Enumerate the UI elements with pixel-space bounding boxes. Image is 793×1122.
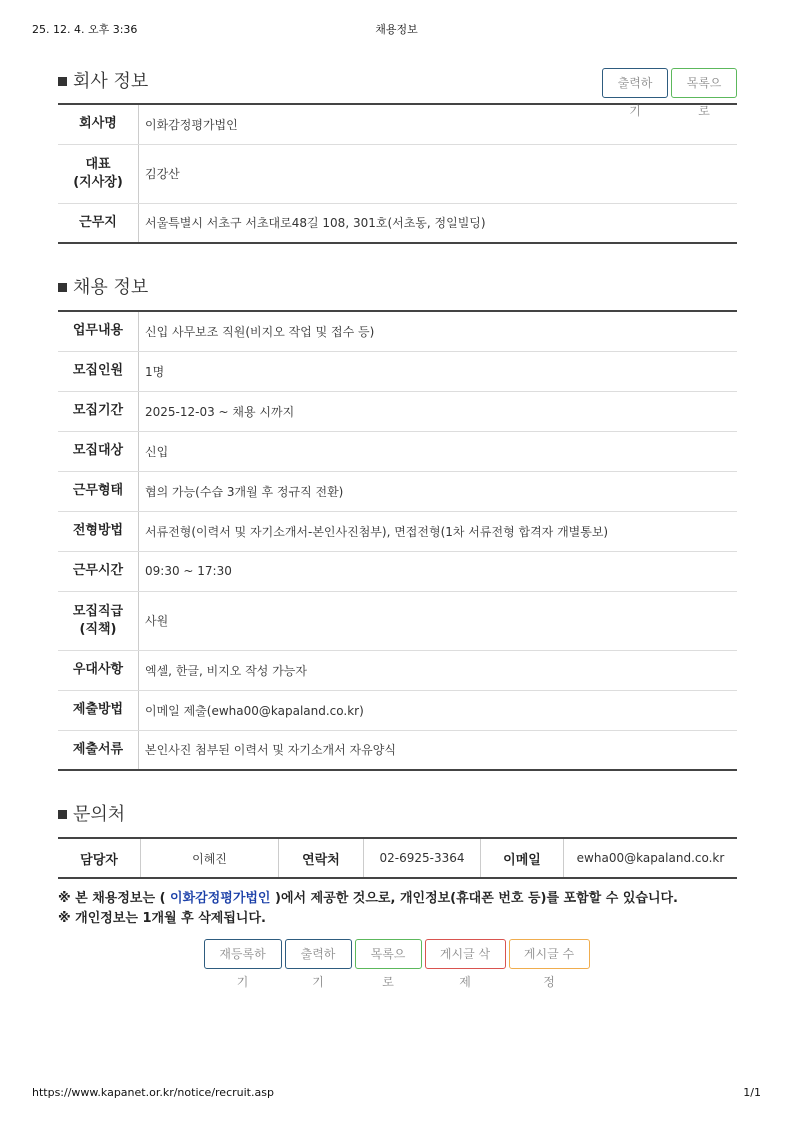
email-value: ewha00@kapaland.co.kr [576, 851, 725, 865]
row-value: 서류전형(이력서 및 자기소개서-본인사진첨부), 면접전형(1차 서류전형 합격자 개별통보) [139, 511, 738, 551]
delete-post-button[interactable]: 게시글 삭제 [425, 939, 506, 969]
recruit-section-title-text: 채용 정보 [73, 277, 149, 298]
table-row [58, 391, 737, 431]
table-row [58, 511, 737, 551]
row-label: 제출방법 [58, 690, 139, 730]
contact-section-title-text: 문의처 [73, 804, 126, 825]
row-value: 신입 [139, 431, 738, 471]
company-row-location [58, 203, 737, 243]
recruit-info-table [58, 310, 737, 771]
table-row [58, 591, 737, 650]
company-ceo-label: 대표 (지사장) [58, 144, 139, 203]
company-section-title [58, 65, 148, 95]
table-row [58, 650, 737, 690]
row-label: 근무형태 [58, 471, 139, 511]
square-bullet-icon [58, 77, 67, 86]
phone-label: 연락처 [279, 838, 364, 878]
company-location-value: 서울특별시 서초구 서초대로48길 108, 301호(서초동, 정일빌딩) [145, 216, 486, 231]
company-ceo-value: 김강산 [139, 144, 738, 203]
company-section-title-text: 회사 정보 [73, 71, 149, 92]
page-number: 1/1 [743, 1086, 761, 1099]
row-value: 사원 [139, 591, 738, 650]
row-label: 우대사항 [58, 650, 139, 690]
row-label: 업무내용 [58, 311, 139, 351]
company-name-value: 이화감정평가법인 [139, 104, 738, 144]
row-label: 모집인원 [58, 351, 139, 391]
manager-value: 이혜진 [141, 838, 279, 878]
notice-company-name: 이화감정평가법인 [170, 891, 271, 906]
notice-line-2: ※ 개인정보는 1개월 후 삭제됩니다. [58, 911, 266, 926]
row-value: 이메일 제출(ewha00@kapaland.co.kr) [139, 690, 738, 730]
table-row [58, 551, 737, 591]
contact-section-title [58, 798, 737, 828]
table-row [58, 690, 737, 730]
print-button[interactable]: 출력하기 [602, 68, 668, 98]
row-value: 09:30 ~ 17:30 [139, 551, 738, 591]
row-label: 모집기간 [58, 391, 139, 431]
reregister-button[interactable]: 재등록하기 [204, 939, 282, 969]
row-label: 전형방법 [58, 511, 139, 551]
bottom-button-bar [0, 939, 793, 989]
table-row [58, 311, 737, 351]
phone-value: 02-6925-3364 [364, 838, 481, 878]
contact-section [58, 798, 737, 879]
row-label: 제출서류 [58, 730, 139, 770]
list-button[interactable]: 목록으로 [671, 68, 737, 98]
print-footer [32, 1086, 761, 1102]
row-label: 모집직급 (직책) [58, 591, 139, 650]
contact-table [58, 837, 737, 879]
row-label: 모집대상 [58, 431, 139, 471]
print-title: 채용정보 [375, 23, 418, 36]
row-value: 협의 가능(수습 3개월 후 정규직 전환) [139, 471, 738, 511]
bottom-list-button[interactable]: 목록으로 [355, 939, 422, 969]
privacy-notice [58, 889, 737, 929]
print-header [32, 21, 761, 37]
company-row-ceo [58, 144, 737, 203]
company-section [58, 65, 737, 244]
bottom-print-button[interactable]: 출력하기 [285, 939, 352, 969]
table-row [58, 431, 737, 471]
email-label: 이메일 [481, 838, 564, 878]
row-value: 신입 사무보조 직원(비지오 작업 및 접수 등) [139, 311, 738, 351]
recruit-section [58, 271, 737, 771]
row-value: 본인사진 첨부된 이력서 및 자기소개서 자유양식 [145, 743, 396, 758]
table-row [58, 471, 737, 511]
company-name-label: 회사명 [58, 104, 139, 144]
table-row [58, 351, 737, 391]
table-row [58, 730, 737, 770]
square-bullet-icon [58, 283, 67, 292]
row-value: 2025-12-03 ~ 채용 시까지 [139, 391, 738, 431]
edit-post-button[interactable]: 게시글 수정 [509, 939, 590, 969]
company-location-label: 근무지 [58, 203, 139, 243]
square-bullet-icon [58, 810, 67, 819]
page-url: https://www.kapanet.or.kr/notice/recruit.asp [32, 1086, 274, 1099]
notice-line-1: ※ 본 채용정보는 ( 이화감정평가법인 )에서 제공한 것으로, 개인정보(휴대폰 번호 등)를 포함할 수 있습니다. [58, 891, 679, 906]
row-value: 1명 [139, 351, 738, 391]
print-date: 25. 12. 4. 오후 3:36 [32, 23, 138, 36]
manager-label: 담당자 [58, 838, 141, 878]
row-value: 엑셀, 한글, 비지오 작성 가능자 [139, 650, 738, 690]
recruit-section-title [58, 271, 737, 301]
row-label: 근무시간 [58, 551, 139, 591]
